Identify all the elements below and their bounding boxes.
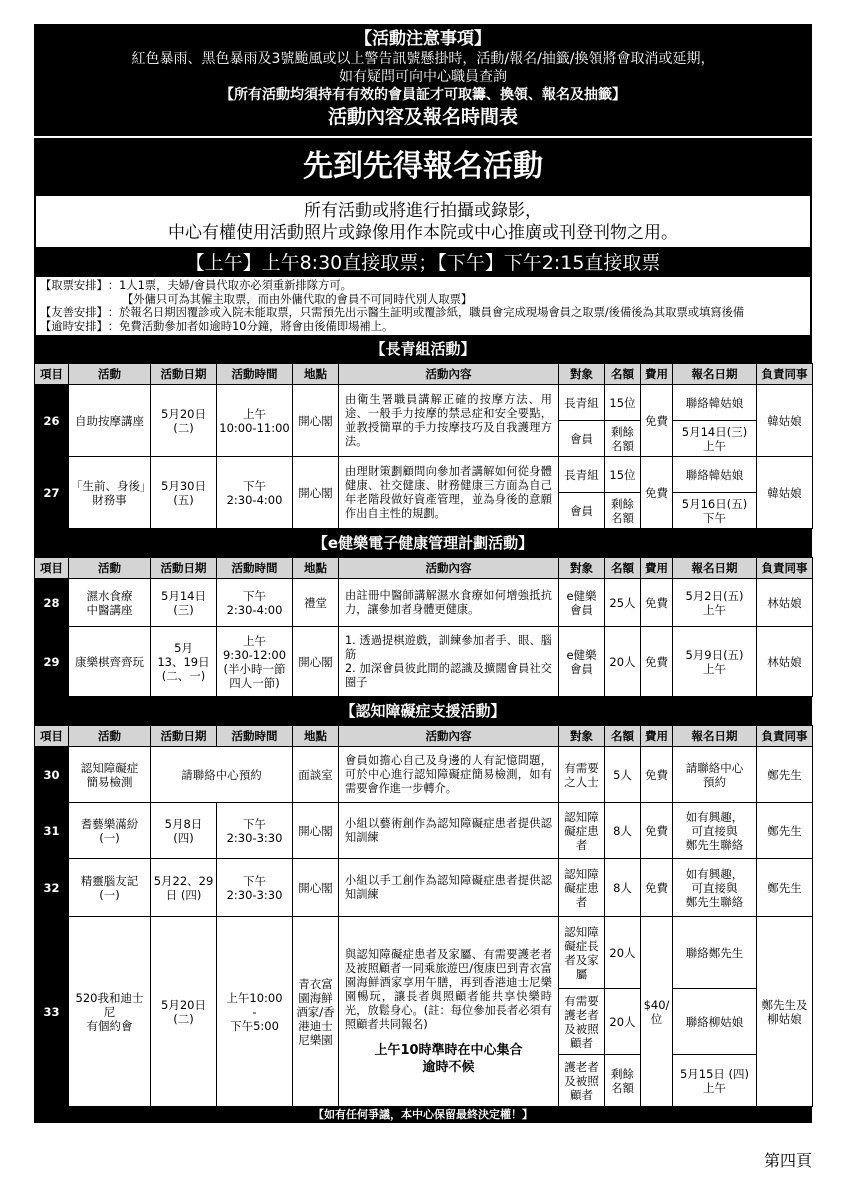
quota: 15位	[605, 457, 641, 493]
activity-name: 「生前、身後」 財務事	[69, 457, 151, 529]
activity-time: 下午 2:30-4:00	[217, 579, 293, 627]
header-cell: 名額	[605, 364, 641, 385]
table-row	[35, 385, 813, 421]
item-number: 33	[35, 917, 69, 1107]
staff: 韓姑娘	[757, 457, 813, 529]
activity-time: 上午 9:30-12:00 (半小時一節 四人一節)	[217, 627, 293, 697]
quota: 20人	[605, 917, 641, 989]
registration: 5月9日(五) 上午	[673, 627, 757, 697]
registration: 如有興趣， 可直接與 鄭先生聯絡	[673, 859, 757, 917]
activity-date: 5月 13、19日 (二、一)	[151, 627, 217, 697]
staff: 林姑娘	[757, 627, 813, 697]
quota: 剩餘名額	[605, 493, 641, 529]
registration: 聯絡鄭先生	[673, 917, 757, 989]
fee: $40/位	[641, 917, 673, 1107]
header-cell: 項目	[35, 558, 69, 579]
target: 護老者及被照顧者	[559, 1055, 605, 1107]
activity-name: 耆藝樂滿紛 (一)	[69, 803, 151, 859]
staff: 鄭先生及柳姑娘	[757, 917, 813, 1107]
table-header-row	[35, 726, 813, 747]
footer-disclaimer: 【如有任何爭議，本中心保留最終決定權！】	[34, 1107, 812, 1123]
activity-venue: 開心閣	[293, 859, 339, 917]
activity-desc: 由理財策劃顧問向參加者講解如何從身體健康、社交健康、財務健康三方面為自己年老階段做好資產管理，並為身後的意願作出自主性的規劃。	[339, 457, 559, 529]
quota: 剩餘名額	[605, 1055, 641, 1107]
target: e健樂會員	[559, 579, 605, 627]
ticket-val-2: 【外傭只可為其僱主取票，而由外傭代取的會員不可同時代別人取票】	[122, 292, 473, 306]
staff: 鄭先生	[757, 747, 813, 803]
header-cell: 活動日期	[151, 558, 217, 579]
target: 有需要之人士	[559, 747, 605, 803]
activity-desc: 會員如擔心自己及身邊的人有記憶問題，可於中心進行認知障礙症簡易檢測，如有需要會作進一步轉介。	[339, 747, 559, 803]
header-cell: 報名日期	[673, 558, 757, 579]
section-title-ehealth: 【e健樂電子健康管理計劃活動】	[34, 529, 812, 557]
header-cell: 活動時間	[217, 726, 293, 747]
page-number: 第四頁	[763, 1151, 812, 1170]
target: 有需要護老者及被照顧者	[559, 989, 605, 1055]
table-row	[35, 457, 813, 493]
header-cell: 名額	[605, 558, 641, 579]
activity-time: 上午10:00 - 下午5:00	[217, 917, 293, 1107]
registration: 5月2日(五) 上午	[673, 579, 757, 627]
table-row	[35, 803, 813, 859]
page-frame	[34, 24, 812, 1123]
activity-venue: 開心閣	[293, 457, 339, 529]
activity-table-elderly	[34, 363, 813, 529]
activity-date: 5月14日 (三)	[151, 579, 217, 627]
item-number: 30	[35, 747, 69, 803]
activity-date: 5月20日 (二)	[151, 917, 217, 1107]
header-cell: 地點	[293, 558, 339, 579]
ticket-key: 【取票安排】	[40, 279, 108, 292]
photo-notice-line-1: 所有活動或將進行拍攝或錄影，	[304, 201, 542, 221]
item-number: 29	[35, 627, 69, 697]
arrangements-box	[34, 277, 812, 335]
activity-name: 康樂棋齊齊玩	[69, 627, 151, 697]
fee: 免費	[641, 859, 673, 917]
table-row	[35, 859, 813, 917]
header-cell: 項目	[35, 726, 69, 747]
activity-name: 認知障礙症 簡易檢測	[69, 747, 151, 803]
header-cell: 對象	[559, 558, 605, 579]
header-cell: 對象	[559, 364, 605, 385]
activity-name: 520我和迪士尼 有個約會	[69, 917, 151, 1107]
staff: 鄭先生	[757, 859, 813, 917]
activity-time: 下午 2:30-4:00	[217, 457, 293, 529]
header-cell: 費用	[641, 558, 673, 579]
header-cell: 對象	[559, 726, 605, 747]
registration: 聯絡柳姑娘	[673, 989, 757, 1055]
activity-desc: 與認知障礙症患者及家屬、有需要護老者及被照顧者一同乘旅遊巴/復康巴到青衣富園海鮮酒家享用午膳，再到香港迪士尼樂園暢玩，讓長者與照顧者能共享快樂時光，放鬆身心。(註：每位參加長者必須有照顧者共同報名) 上午10時準時在中心集合 逾時不候	[339, 917, 559, 1107]
activity-venue: 開心閣	[293, 803, 339, 859]
activity-date: 5月8日 (四)	[151, 803, 217, 859]
quota: 5人	[605, 747, 641, 803]
header-cell: 地點	[293, 364, 339, 385]
quota: 8人	[605, 859, 641, 917]
notice-line-3: 【所有活動均須持有有效的會員証才可取籌、換領、報名及抽籤】	[220, 87, 626, 103]
section-title-dementia: 【認知障礙症支援活動】	[34, 697, 812, 725]
item-number: 27	[35, 457, 69, 529]
activity-name: 精靈腦友記 (一)	[69, 859, 151, 917]
header-cell: 活動日期	[151, 726, 217, 747]
care-key: 【友善安排】	[40, 306, 108, 319]
target: 長青組	[559, 385, 605, 421]
target: 認知障礙症患者	[559, 859, 605, 917]
activity-time: 下午 2:30-3:30	[217, 803, 293, 859]
activity-venue: 禮堂	[293, 579, 339, 627]
fee: 免費	[641, 579, 673, 627]
activity-name: 自助按摩講座	[69, 385, 151, 457]
header-cell: 活動內容	[339, 364, 559, 385]
target: 會員	[559, 421, 605, 457]
table-row	[35, 627, 813, 697]
quota: 20人	[605, 627, 641, 697]
header-cell: 活動	[69, 364, 151, 385]
registration: 5月16日(五) 下午	[673, 493, 757, 529]
registration: 如有興趣， 可直接與 鄭先生聯絡	[673, 803, 757, 859]
header-cell: 活動	[69, 726, 151, 747]
activity-desc: 小組以手工創作為認知障礙症患者提供認知訓練	[339, 859, 559, 917]
late-val: ：免費活動參加者如逾時10分鐘，將會由後備即場補上。	[107, 319, 394, 333]
activity-venue: 開心閣	[293, 627, 339, 697]
header-cell: 活動時間	[217, 558, 293, 579]
table-row	[35, 917, 813, 989]
fee: 免費	[641, 457, 673, 529]
header-cell: 負責同事	[757, 726, 813, 747]
quota: 15位	[605, 385, 641, 421]
registration: 請聯絡中心 預約	[673, 747, 757, 803]
activity-name: 濕水食療 中醫講座	[69, 579, 151, 627]
header-cell: 地點	[293, 726, 339, 747]
late-key: 【逾時安排】	[40, 319, 108, 333]
notice-line-1: 紅色暴雨、黑色暴雨及3號颱風或以上警告訊號懸掛時，活動/報名/抽籤/換領將會取消或延期，	[131, 51, 715, 67]
staff: 林姑娘	[757, 579, 813, 627]
activity-datetime: 請聯絡中心預約	[151, 747, 293, 803]
fee: 免費	[641, 747, 673, 803]
activity-desc: 小組以藝術創作為認知障礙症患者提供認知訓練	[339, 803, 559, 859]
table-row	[35, 579, 813, 627]
target: 長青組	[559, 457, 605, 493]
activity-venue: 開心閣	[293, 385, 339, 457]
activity-table-ehealth	[34, 557, 813, 697]
target: 認知障礙症長者及家屬	[559, 917, 605, 989]
target: 會員	[559, 493, 605, 529]
meeting-note: 上午10時準時在中心集合 逾時不候	[374, 1042, 523, 1075]
activity-date: 5月30日 (五)	[151, 457, 217, 529]
activity-venue: 面談室	[293, 747, 339, 803]
header-cell: 費用	[641, 726, 673, 747]
item-number: 28	[35, 579, 69, 627]
photo-notice-line-2: 中心有權使用活動照片或錄像用作本院或中心推廣或刊登刊物之用。	[168, 223, 678, 243]
notice-title: 【活動注意事項】	[355, 29, 491, 49]
fee: 免費	[641, 803, 673, 859]
activity-desc: 由衛生署職員講解正確的按摩方法、用途、一般手力按摩的禁忌症和安全要點，並教授簡單的手力按摩技巧及自我護理方法。	[339, 385, 559, 457]
header-cell: 活動時間	[217, 364, 293, 385]
table-header-row	[35, 364, 813, 385]
item-number: 26	[35, 385, 69, 457]
activity-date: 5月20日 (二)	[151, 385, 217, 457]
header-cell: 活動	[69, 558, 151, 579]
activity-time: 上午 10:00-11:00	[217, 385, 293, 457]
quota: 剩餘名額	[605, 421, 641, 457]
quota: 8人	[605, 803, 641, 859]
header-cell: 項目	[35, 364, 69, 385]
table-row	[35, 747, 813, 803]
schedule-title: 活動內容及報名時間表	[327, 106, 518, 128]
registration: 聯絡韓姑娘	[673, 385, 757, 421]
header-cell: 名額	[605, 726, 641, 747]
header-cell: 報名日期	[673, 364, 757, 385]
fee: 免費	[641, 385, 673, 457]
staff: 鄭先生	[757, 803, 813, 859]
activity-desc: 由註冊中醫師講解濕水食療如何增強抵抗力，讓參加者身體更健康。	[339, 579, 559, 627]
big-title: 先到先得報名活動	[34, 136, 812, 196]
target: 認知障礙症患者	[559, 803, 605, 859]
header-cell: 負責同事	[757, 558, 813, 579]
header-cell: 活動內容	[339, 558, 559, 579]
activity-time: 下午 2:30-3:30	[217, 859, 293, 917]
quota: 25人	[605, 579, 641, 627]
notice-box	[34, 24, 812, 136]
item-number: 31	[35, 803, 69, 859]
section-title-elderly: 【長青組活動】	[34, 335, 812, 363]
registration: 聯絡韓姑娘	[673, 457, 757, 493]
header-cell: 費用	[641, 364, 673, 385]
staff: 韓姑娘	[757, 385, 813, 457]
care-val: ：於報名日期因覆診或入院未能取票，只需預先出示醫生証明或覆診紙，職員會完成現場會員之取票/後備後為其取票或填寫後備	[107, 306, 745, 319]
activity-venue: 青衣富園海鮮酒家/香港迪士尼樂園	[293, 917, 339, 1107]
notice-line-2: 如有疑問可向中心職員查詢	[339, 69, 507, 85]
header-cell: 活動內容	[339, 726, 559, 747]
table-header-row	[35, 558, 813, 579]
header-cell: 負責同事	[757, 364, 813, 385]
ticket-val: ：1人1票，夫婦/會員代取亦必須重新排隊方可。	[107, 279, 352, 292]
header-cell: 活動日期	[151, 364, 217, 385]
quota: 20人	[605, 989, 641, 1055]
registration: 5月14日(三) 上午	[673, 421, 757, 457]
target: e健樂會員	[559, 627, 605, 697]
registration: 5月15日 (四) 上午	[673, 1055, 757, 1107]
activity-table-dementia	[34, 725, 813, 1107]
item-number: 32	[35, 859, 69, 917]
photo-notice	[34, 196, 812, 249]
ticket-time-bar: 【上午】上午8:30直接取票；【下午】下午2:15直接取票	[34, 249, 812, 277]
header-cell: 報名日期	[673, 726, 757, 747]
fee: 免費	[641, 627, 673, 697]
activity-desc: 1. 透過提棋遊戲，訓練參加者手、眼、腦筋 2. 加深會員彼此間的認識及擴闊會員社交圈子	[339, 627, 559, 697]
activity-date: 5月22、29 日 (四)	[151, 859, 217, 917]
